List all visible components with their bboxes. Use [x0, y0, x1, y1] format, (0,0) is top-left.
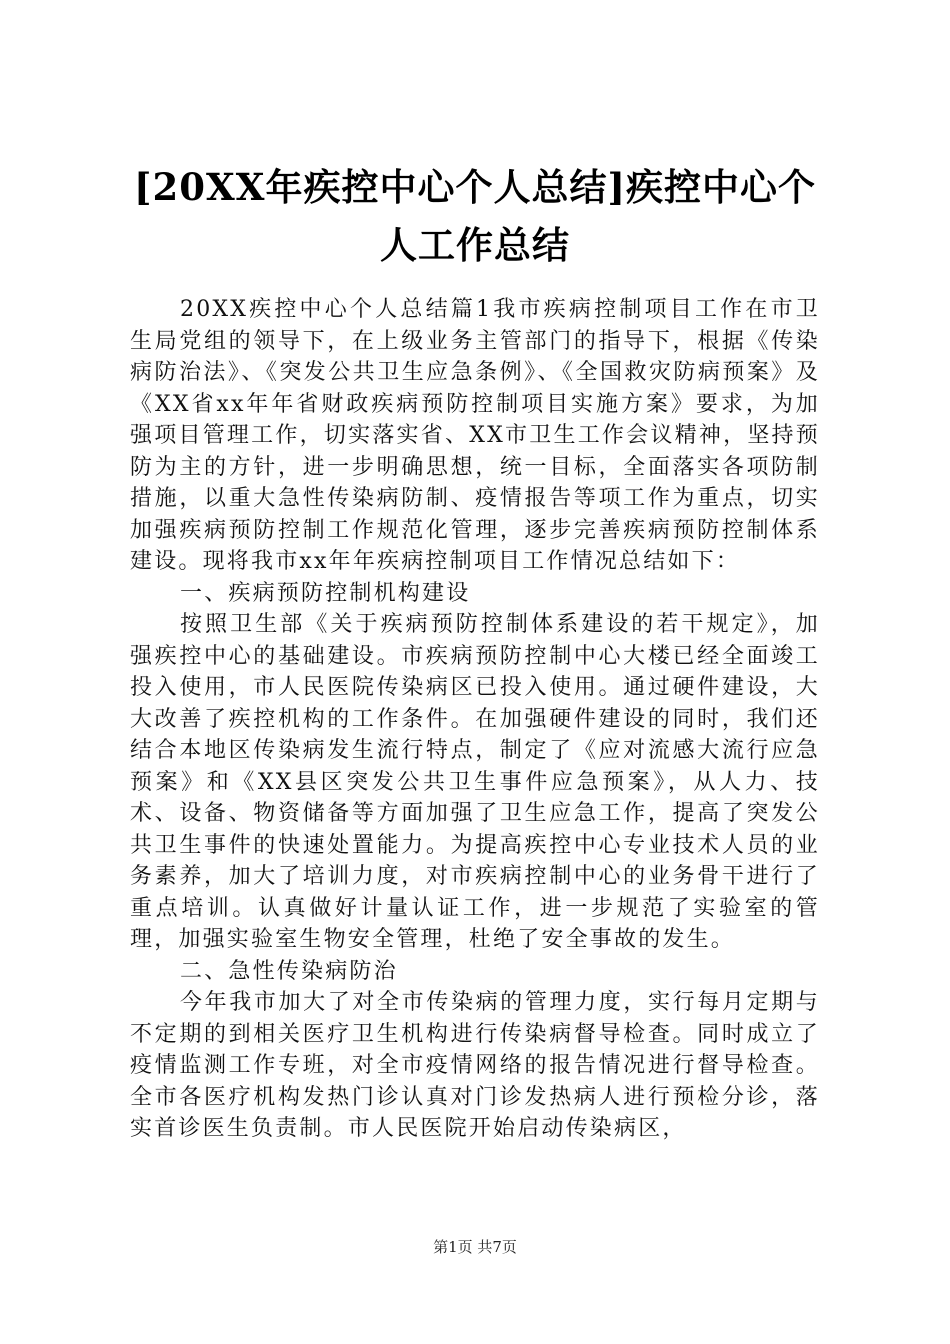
document-title: [20XX年疾控中心个人总结]疾控中心个人工作总结	[134, 165, 816, 267]
document-body	[130, 294, 820, 1145]
paragraph-section-1: 按照卫生部《关于疾病预防控制体系建设的若干规定》，加强疾控中心的基础建设。市疾病预防控制中心大楼已经全面竣工投入使用，市人民医院传染病区已投入使用。通过硬件建设，大大改善了疾控机构的工作条件。在加强硬件建设的同时，我们还结合本地区传染病发生流行特点，制定了《应对流感大流行应急预案》和《XX县区突发公共卫生事件应急预案》，从人力、技术、设备、物资储备等方面加强了卫生应急工作，提高了突发公共卫生事件的快速处置能力。为提高疾控中心专业技术人员的业务素养，加大了培训力度，对市疾病控制中心的业务骨干进行了重点培训。认真做好计量认证工作，进一步规范了实验室的管理，加强实验室生物安全管理，杜绝了安全事故的发生。	[130, 612, 820, 952]
paragraph-intro: 20XX疾控中心个人总结篇1我市疾病控制项目工作在市卫生局党组的领导下，在上级业务主管部门的指导下，根据《传染病防治法》、《突发公共卫生应急条例》、《全国救灾防病预案》及《XX省xx年年省财政疾病预防控制项目实施方案》要求，为加强项目管理工作，切实落实省、XX市卫生工作会议精神，坚持预防为主的方针，进一步明确思想，统一目标，全面落实各项防制措施，以重大急性传染病防制、疫情报告等项工作为重点，切实加强疾病预防控制工作规范化管理，逐步完善疾病预防控制体系建设。现将我市xx年年疾病控制项目工作情况总结如下：	[130, 297, 820, 574]
section-heading-2: 二、急性传染病防治	[180, 958, 398, 984]
paragraph-section-2: 今年我市加大了对全市传染病的管理力度，实行每月定期与不定期的到相关医疗卫生机构进行传染病督导检查。同时成立了疫情监测工作专班，对全市疫情网络的报告情况进行督导检查。全市各医疗机构发热门诊认真对门诊发热病人进行预检分诊，落实首诊医生负责制。市人民医院开始启动传染病区，	[130, 990, 820, 1141]
page-footer: 第1页 共7页	[433, 1238, 517, 1256]
section-heading-1: 一、疾病预防控制机构建设	[180, 580, 471, 606]
